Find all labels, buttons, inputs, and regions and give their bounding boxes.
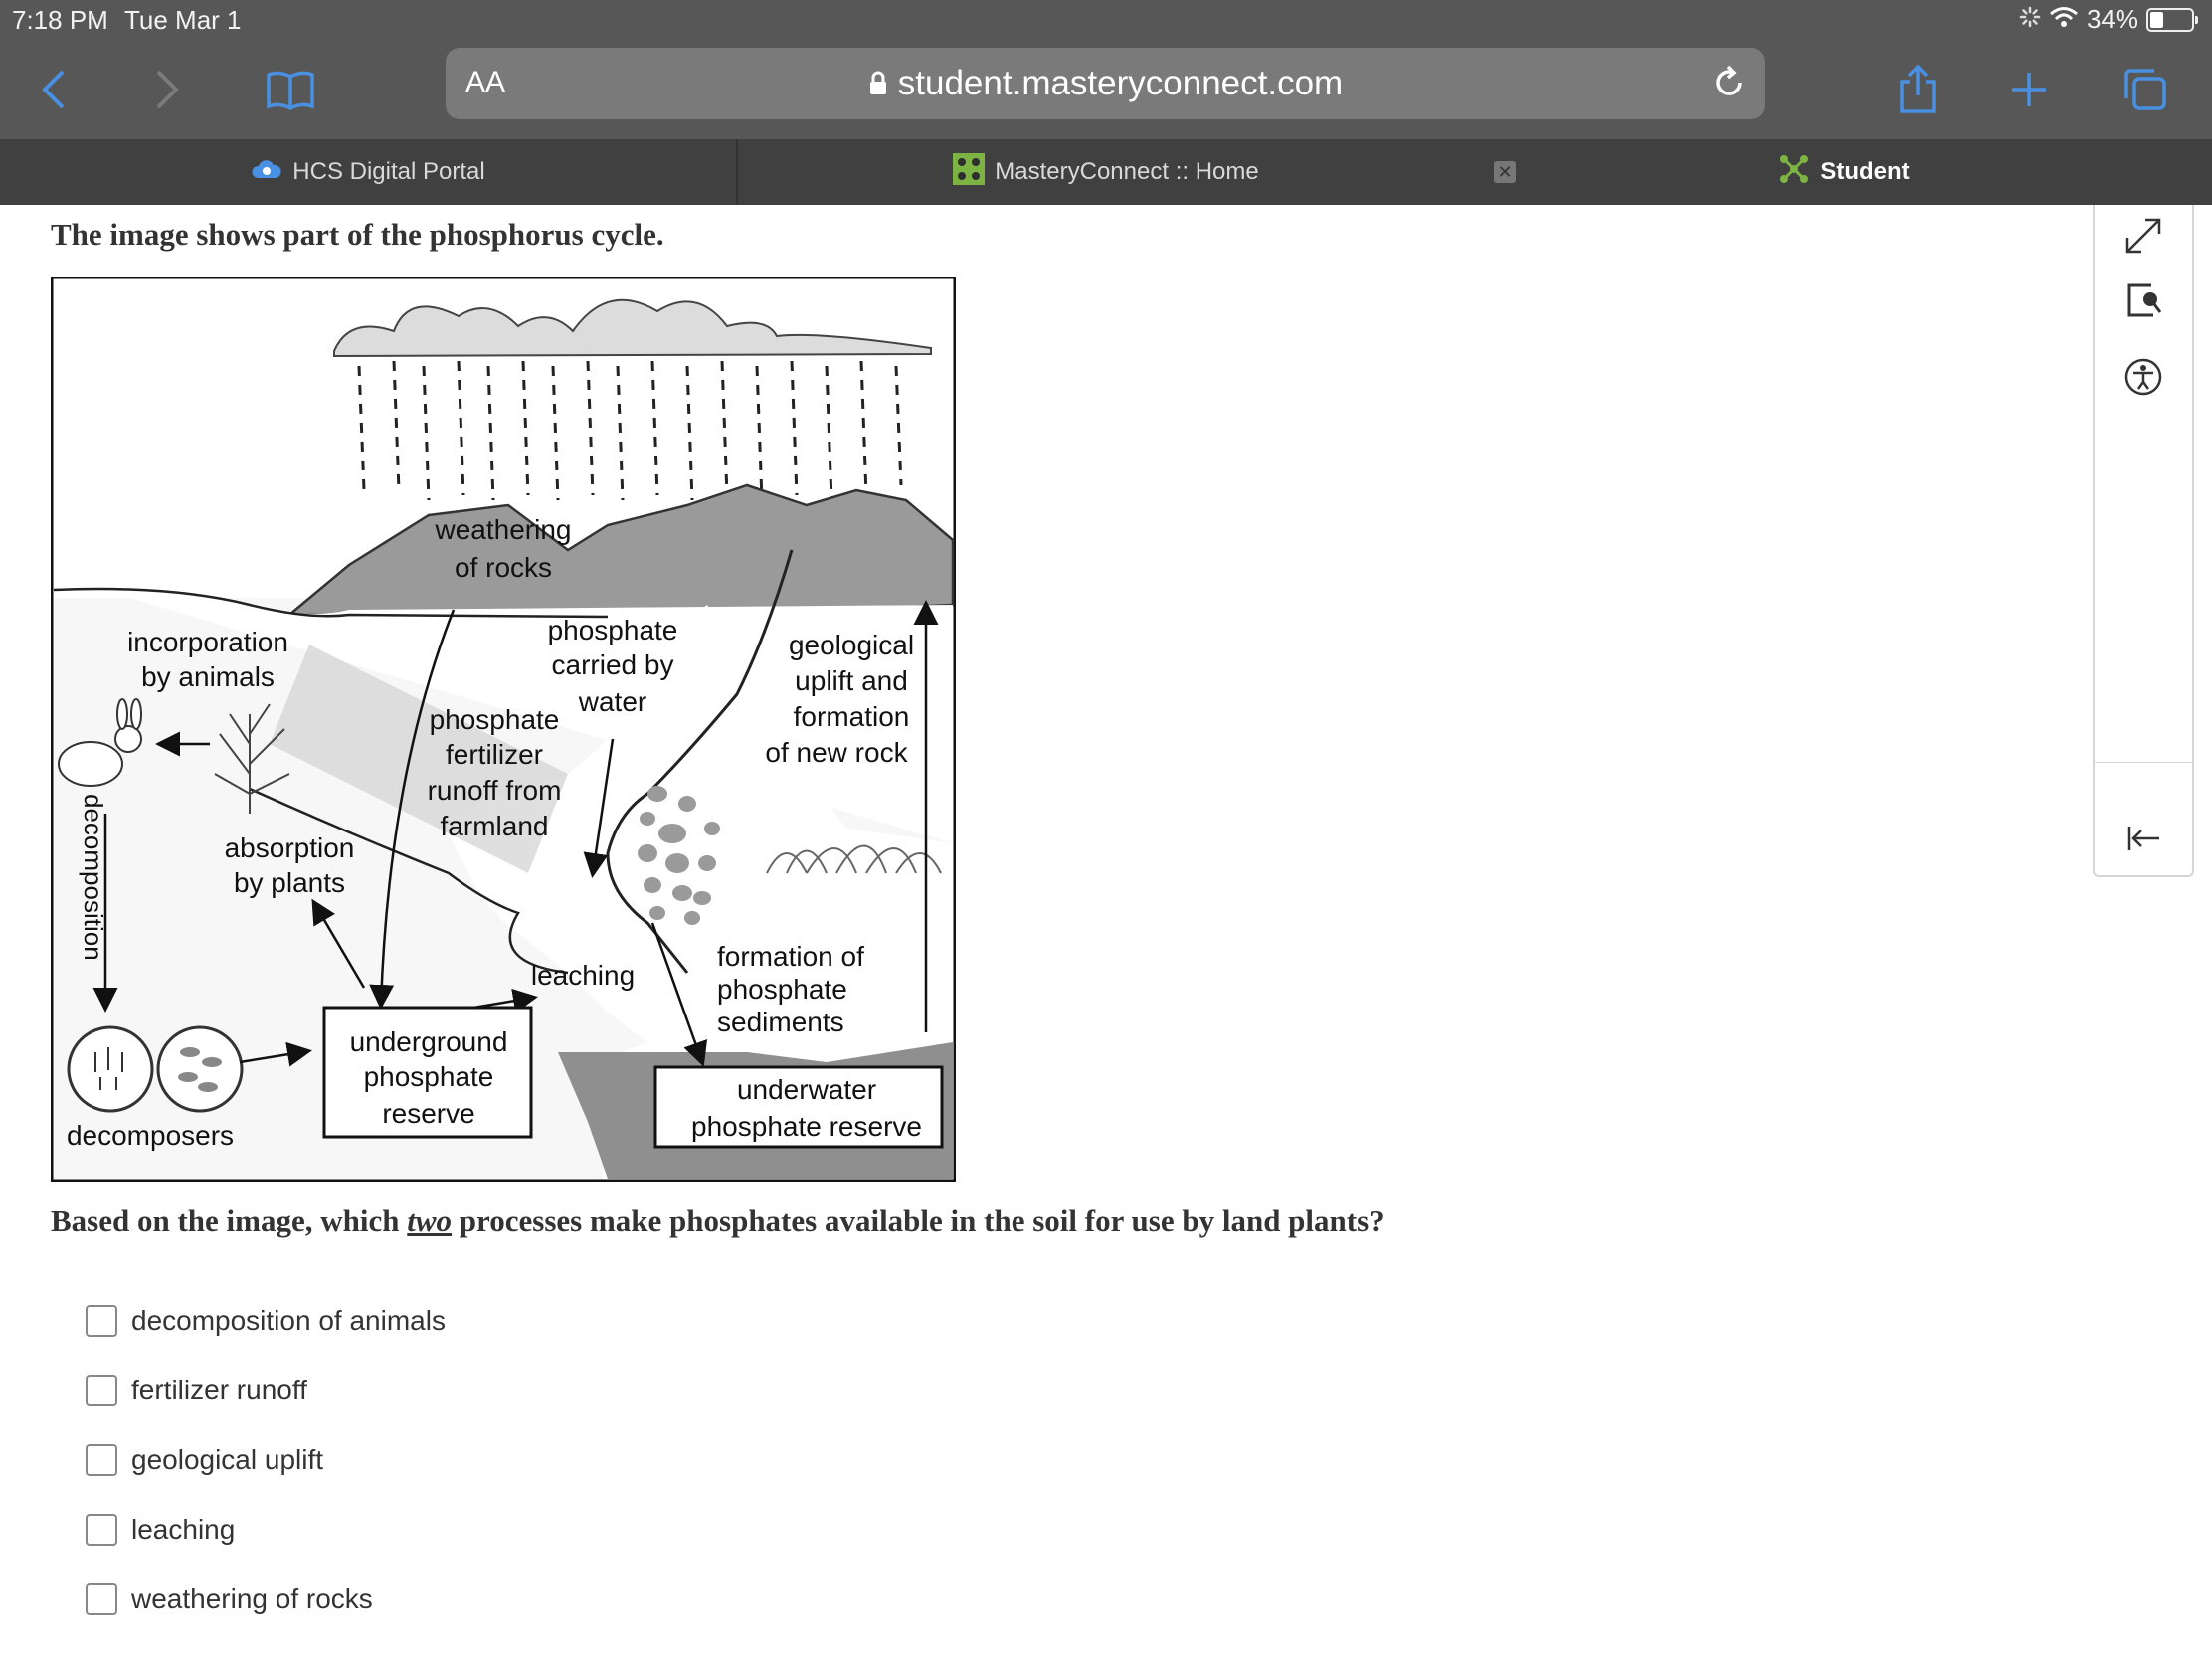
masteryconnect-logo-icon: [953, 153, 985, 192]
checkbox[interactable]: [86, 1305, 117, 1337]
label-decomposers: decomposers: [66, 1120, 235, 1151]
checkbox[interactable]: [86, 1444, 117, 1476]
label-incorporation-2: by animals: [141, 661, 275, 692]
tabs-overview-icon[interactable]: [2115, 60, 2174, 119]
label-fertilizer: phosphate: [429, 704, 560, 735]
tab-label: HCS Digital Portal: [292, 158, 485, 185]
option-weathering-of-rocks[interactable]: [86, 1579, 373, 1619]
checkbox[interactable]: [86, 1514, 117, 1546]
share-icon[interactable]: [1888, 60, 1947, 119]
close-tab-icon[interactable]: ✕: [1494, 161, 1516, 183]
option-fertilizer-runoff[interactable]: [86, 1371, 307, 1410]
option-decomposition-of-animals[interactable]: [86, 1301, 446, 1341]
label-carried: phosphate: [547, 615, 678, 645]
collapse-panel-icon[interactable]: [2117, 812, 2170, 865]
prompt-text-2: processes make phosphates available in the soil for use by land plants?: [452, 1203, 1384, 1238]
bacteria-icon: [158, 1027, 242, 1111]
label-sediments-2: phosphate: [717, 974, 847, 1005]
question-intro: The image shows part of the phosphorus cycle.: [51, 217, 664, 252]
label-carried-2: carried by: [551, 649, 674, 680]
label-sediments: formation of: [717, 941, 864, 972]
question-content: [0, 205, 2093, 1659]
back-icon[interactable]: [24, 60, 84, 119]
status-right: [2019, 4, 2194, 35]
accessibility-icon[interactable]: [2117, 350, 2170, 404]
prompt-emphasis: two: [407, 1203, 453, 1238]
question-prompt: [51, 1203, 1384, 1239]
status-bar: [0, 0, 2212, 40]
label-absorption-2: by plants: [233, 867, 346, 898]
option-label: fertilizer runoff: [131, 1375, 307, 1405]
activity-icon: [2019, 4, 2041, 35]
bookmarks-icon[interactable]: [261, 60, 320, 119]
checkbox[interactable]: [86, 1583, 117, 1615]
option-label: weathering of rocks: [131, 1583, 373, 1614]
status-time: 7:18 PM: [12, 5, 108, 35]
label-weathering: weathering: [435, 514, 572, 545]
label-fertilizer-2: fertilizer: [445, 739, 544, 770]
label-fertilizer-3: runoff from: [427, 775, 562, 806]
tab-label: Student: [1820, 158, 1910, 185]
label-underground-3: reserve: [382, 1098, 475, 1129]
label-sediments-3: sediments: [717, 1007, 844, 1037]
tool-panel: [2093, 205, 2194, 877]
student-logo-icon: [1778, 153, 1810, 192]
label-underground: underground: [349, 1026, 508, 1057]
label-uplift-3: formation: [793, 701, 910, 732]
tab-bar: [0, 139, 2212, 205]
status-date: Tue Mar 1: [124, 5, 242, 35]
label-underwater-2: phosphate reserve: [691, 1111, 922, 1142]
label-uplift-2: uplift and: [795, 665, 908, 696]
magnifier-icon[interactable]: [2117, 273, 2170, 326]
tab-label: MasteryConnect :: Home: [995, 158, 1259, 185]
option-geological-uplift[interactable]: [86, 1440, 323, 1480]
lock-icon: [868, 66, 888, 105]
text-size-button[interactable]: AA: [465, 66, 506, 98]
browser-toolbar: [0, 40, 2212, 139]
tab-hcs-digital-portal[interactable]: [0, 139, 736, 205]
forward-icon[interactable]: [137, 60, 197, 119]
label-weathering-2: of rocks: [454, 552, 553, 583]
battery-percent: 34%: [2086, 4, 2138, 34]
address-bar[interactable]: [446, 48, 1765, 119]
checkbox[interactable]: [86, 1375, 117, 1406]
tab-student[interactable]: [1476, 139, 2212, 205]
new-tab-icon[interactable]: [1999, 60, 2059, 119]
battery-icon: [2146, 8, 2194, 32]
label-uplift: geological: [788, 630, 915, 660]
label-carried-3: water: [578, 686, 647, 717]
prompt-text-1: Based on the image, which: [51, 1203, 408, 1238]
url-text: student.masteryconnect.com: [897, 64, 1344, 102]
label-leaching: leaching: [530, 960, 636, 991]
phosphorus-cycle-diagram: [51, 276, 956, 1182]
option-label: geological uplift: [131, 1444, 324, 1475]
tab-masteryconnect-home[interactable]: [738, 139, 1474, 205]
label-underwater: underwater: [736, 1074, 877, 1105]
fungi-icon: [69, 1027, 152, 1111]
label-underground-2: phosphate: [363, 1061, 494, 1092]
label-incorporation: incorporation: [127, 627, 288, 657]
label-uplift-4: of new rock: [765, 737, 908, 768]
option-leaching[interactable]: [86, 1510, 235, 1550]
option-label: decomposition of animals: [131, 1305, 446, 1336]
expand-icon[interactable]: [2117, 209, 2170, 263]
reload-icon[interactable]: [1710, 64, 1748, 106]
label-fertilizer-4: farmland: [440, 811, 549, 841]
option-label: leaching: [131, 1514, 236, 1545]
wifi-icon: [2049, 4, 2079, 35]
label-decomposition: decomposition: [79, 794, 108, 961]
cloud-icon: [251, 158, 282, 187]
label-absorption: absorption: [224, 832, 355, 863]
